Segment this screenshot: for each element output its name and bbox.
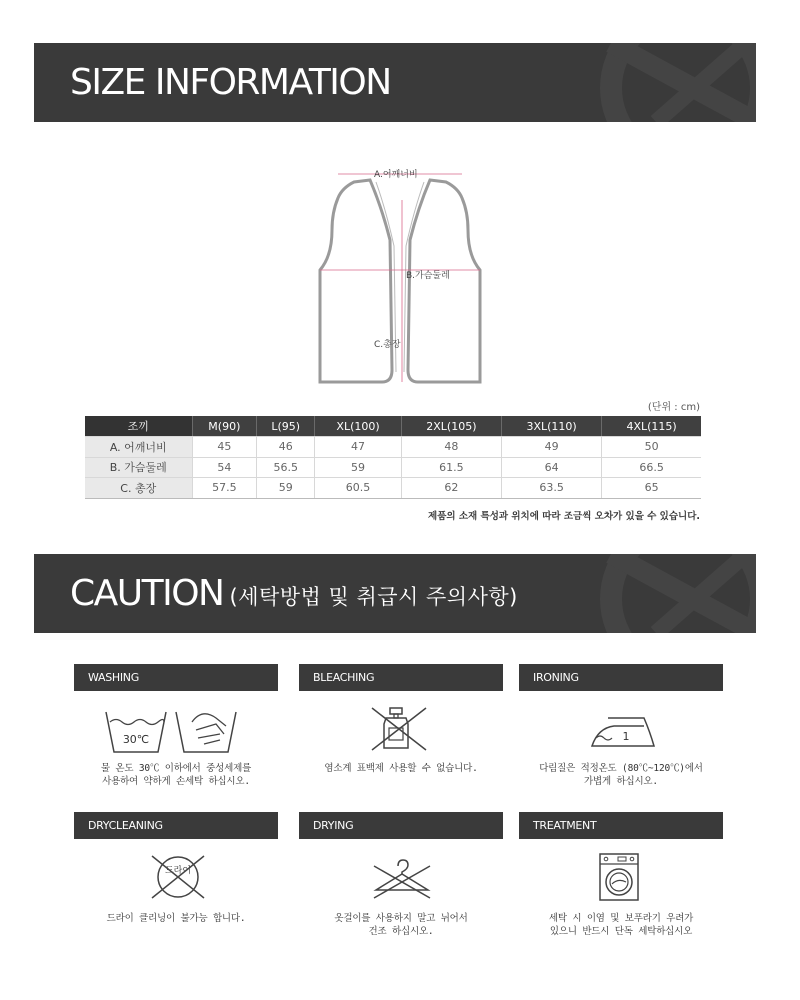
- table-cell: 49: [502, 437, 602, 458]
- size-table: [85, 416, 701, 499]
- dryclean-icon-label: 드라이: [164, 866, 192, 876]
- table-cell: 46: [257, 437, 315, 458]
- size-information-banner: [34, 43, 756, 122]
- washing-text-line2: 사용하여 약하게 손세탁 하십시오.: [102, 776, 250, 787]
- drycleaning-heading: DRYCLEANING: [74, 812, 278, 839]
- table-cell: 47: [315, 437, 402, 458]
- table-cell: 50: [602, 437, 701, 458]
- table-header-cell: 조끼: [85, 416, 192, 437]
- caution-subtitle: (세탁방법 및 취급시 주의사항): [229, 584, 518, 609]
- treatment-heading: TREATMENT: [519, 812, 723, 839]
- no-bleach-icon: [368, 704, 432, 754]
- washing-text-line1: 물 온도 30℃ 이하에서 중성세제를: [100, 763, 252, 774]
- caution-banner: [34, 554, 756, 633]
- table-cell: 66.5: [602, 457, 701, 478]
- ironing-text-line2: 가볍게 하십시오.: [584, 776, 658, 787]
- table-header-cell: M(90): [192, 416, 257, 437]
- table-header-cell: XL(100): [315, 416, 402, 437]
- treatment-text-line1: 세탁 시 이염 및 보푸라기 우려가: [548, 913, 694, 924]
- ironing-text-line1: 다림질은 적정온도 (80℃~120℃)에서: [539, 763, 703, 774]
- vest-outline: [310, 160, 490, 390]
- row-label: A. 어깨너비: [85, 437, 192, 458]
- table-cell: 64: [502, 457, 602, 478]
- caution-title-text: CAUTION: [70, 573, 224, 614]
- drying-heading: DRYING: [299, 812, 503, 839]
- washing-icon: [104, 708, 244, 756]
- banner-decoration: [516, 554, 756, 633]
- washing-machine-icon: [598, 852, 640, 902]
- vest-diagram: [310, 160, 490, 390]
- row-label: C. 총장: [85, 478, 192, 499]
- table-cell: 48: [401, 437, 501, 458]
- iron-icon: [588, 714, 658, 750]
- washing-heading: WASHING: [74, 664, 278, 691]
- bleaching-heading: BLEACHING: [299, 664, 503, 691]
- iron-level-label: 1: [622, 730, 630, 743]
- ironing-heading: IRONING: [519, 664, 723, 691]
- table-row: [85, 457, 701, 478]
- table-cell: 63.5: [502, 478, 602, 499]
- table-cell: 57.5: [192, 478, 257, 499]
- wash-temp-label: 30℃: [122, 733, 150, 746]
- table-row: [85, 478, 701, 499]
- table-cell: 56.5: [257, 457, 315, 478]
- table-header-cell: 4XL(115): [602, 416, 701, 437]
- chest-label: B.가슴둘레: [406, 271, 450, 281]
- drycleaning-text-line1: 드라이 클리닝이 불가능 합니다.: [106, 913, 246, 924]
- drying-text-line1: 옷걸이를 사용하지 말고 뉘어서: [334, 913, 468, 924]
- treatment-text: [519, 912, 723, 938]
- drycleaning-text: [74, 912, 278, 925]
- no-hanger-icon: [370, 856, 434, 900]
- table-cell: 59: [257, 478, 315, 499]
- page-title: SIZE INFORMATION: [70, 62, 391, 103]
- no-dryclean-icon: [148, 852, 208, 902]
- table-cell: 59: [315, 457, 402, 478]
- unit-note: (단위 : cm): [647, 402, 700, 413]
- table-header-row: [85, 416, 701, 437]
- row-label: B. 가슴둘레: [85, 457, 192, 478]
- drying-text: [299, 912, 503, 938]
- table-header-cell: 3XL(110): [502, 416, 602, 437]
- table-cell: 45: [192, 437, 257, 458]
- drying-text-line2: 건조 하십시오.: [368, 926, 434, 937]
- table-cell: 54: [192, 457, 257, 478]
- table-cell: 65: [602, 478, 701, 499]
- table-header-cell: L(95): [257, 416, 315, 437]
- table-cell: 60.5: [315, 478, 402, 499]
- banner-decoration: [516, 43, 756, 122]
- table-header-cell: 2XL(105): [401, 416, 501, 437]
- table-cell: 61.5: [401, 457, 501, 478]
- table-row: [85, 437, 701, 458]
- bleaching-text-line1: 염소계 표백제 사용할 수 없습니다.: [324, 763, 478, 774]
- size-disclaimer: 제품의 소재 특성과 위치에 따라 조금씩 오차가 있을 수 있습니다.: [428, 511, 700, 522]
- shoulder-width-label: A.어깨너비: [374, 170, 418, 180]
- length-label: C.총장: [374, 340, 401, 350]
- treatment-text-line2: 있으니 반드시 단독 세탁하십시오: [549, 926, 693, 937]
- washing-text: [74, 762, 278, 788]
- bleaching-text: [299, 762, 503, 775]
- caution-title: [70, 554, 518, 633]
- table-cell: 62: [401, 478, 501, 499]
- ironing-text: [519, 762, 723, 788]
